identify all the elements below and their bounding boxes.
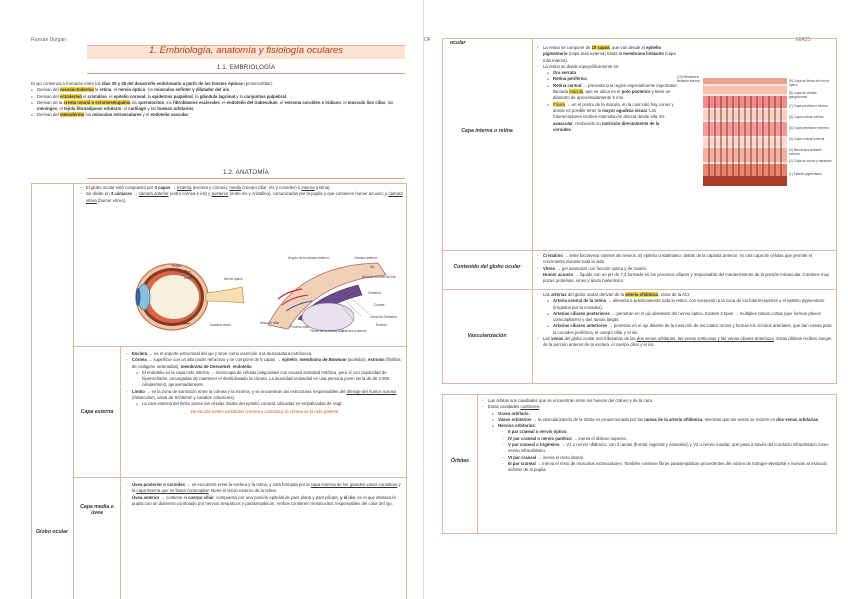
list-item [547, 311, 833, 324]
text-run: Derivan de la [37, 99, 64, 105]
text-run: III par craneal [508, 460, 536, 466]
anterior-chamber-figure [258, 255, 400, 337]
table-divider [532, 38, 533, 384]
text-run: → alimenta a prácticamente toda la retina, con excepción a la zona de los fotorreceptores y el epitelio pigmentario (irrigados por la coroides). [553, 298, 825, 310]
text-run: : [534, 423, 536, 429]
fig2-label: Iris [370, 265, 375, 269]
text-run: . [818, 416, 820, 422]
text-run: nutrición directamente de la coroides [553, 120, 660, 132]
fig2-label: Músculo esfínter del iris [362, 275, 396, 279]
fig1-label: Coroides [178, 270, 191, 274]
text-run: venas [551, 336, 564, 342]
text-run: → contiene el [159, 494, 189, 500]
text-run: (retina). [314, 185, 331, 190]
text-run: → penetran en el ojo alrededor del nervio óptico. Existen 2 tipos → múltiples ramas cortas (que forman plexos coriocapilares) y dos ramas largas. [553, 310, 821, 323]
text-run: , el [219, 99, 227, 105]
retina-fig-label: (3) Membrana limitante externa [789, 148, 822, 156]
table-divider [477, 394, 478, 534]
list-item [126, 495, 404, 508]
orbits-content [482, 398, 833, 474]
text-run: Vasos orbitarios [498, 416, 532, 422]
list-item [126, 389, 404, 402]
table-divider [73, 477, 407, 478]
text-run: músculos extraoculares [92, 112, 142, 118]
list-item [537, 272, 833, 285]
inner-layer-list [537, 45, 677, 70]
text-run: posterior [211, 191, 229, 197]
list-item [502, 461, 833, 474]
text-run: interna [301, 185, 315, 190]
text-run: endotelio [232, 363, 252, 369]
middle-layer-list [126, 482, 404, 507]
text-run: mayor agudeza visual [602, 107, 647, 113]
eye-section-figure [132, 257, 256, 334]
text-run: . [251, 363, 253, 369]
text-run: Las [543, 336, 552, 342]
text-run: glándula lagrimal [199, 93, 236, 99]
fig2-label: Cristalino [368, 291, 382, 295]
text-run: polo posterior [621, 89, 651, 95]
text-run: meninges [37, 106, 58, 112]
text-run: Humor acuoso [543, 271, 574, 277]
section-embryology-title: 1.1. EMBRIOLOGÍA [216, 64, 276, 71]
text-run: , la [192, 93, 200, 99]
list-item [136, 401, 404, 407]
text-run: Se divide en [86, 191, 111, 197]
retina-fig-label: (8) Capa de células ganglionares [789, 91, 817, 99]
contents-list [537, 253, 833, 284]
text-run: V par craneal o trigémino [508, 442, 560, 448]
text-run: estroma [367, 357, 385, 363]
outer-layer-list-2 [126, 389, 404, 402]
text-run: → es el soporte estructural del ojo y sirve como inserción a la musculatura extrínseca. [147, 351, 313, 356]
row-label-continued: ocular [450, 40, 466, 46]
row-label-outer-layer: Capa externa [80, 409, 114, 415]
text-run: dos venas orbitarias [776, 416, 819, 422]
text-run: epitelio pigmentario [543, 45, 662, 57]
fig2-label: Cámara posterior [342, 329, 367, 333]
text-run: → penetran en el ojo delante de la inserción de los cuatro rectos y forman los círculos arteriales, que dan ramas para la coroides periférica, el cuerpo ciliar y el iris. [553, 323, 832, 335]
text-run: IV par craneal o nervio patético [508, 435, 572, 441]
text-run: . [229, 87, 231, 93]
text-run: , [297, 357, 300, 363]
text-run: Arterias ciliares posteriores [553, 310, 610, 316]
table-divider [73, 346, 407, 347]
text-run: , el [121, 106, 129, 112]
text-run: La retina se compone de [543, 45, 592, 50]
globe-intro-list [80, 185, 403, 204]
retina-fig-label: (5) Capa plexiforme externa [789, 126, 829, 130]
text-run: → lente biconvexa carente de nervios. El epitelio cristaliniano, detrás de la cápsula anterior, es una capa de células que permite el crecimiento durante toda la vida. [543, 253, 812, 265]
text-run: mácula [569, 89, 584, 95]
globe-intro [80, 185, 403, 204]
text-run: , en el que destaca la pupila con un diámetro controlado por nervios simpáticos y parasimpáticos. Ambos contienen melanocitos responsables del color del ojo. [132, 494, 396, 506]
list-item [31, 112, 407, 118]
vascular-content [537, 292, 833, 349]
text-run: cámara vítrea [86, 191, 403, 203]
list-item [537, 336, 833, 349]
retina-fig-label: (10) Membrana limitante interna [677, 75, 700, 83]
text-run: epitelio corneal [113, 93, 146, 99]
text-run: nervio óptico [118, 87, 146, 93]
text-run: Córnea [132, 357, 147, 363]
table-divider [120, 346, 121, 599]
text-run: Limbo [132, 388, 145, 394]
text-run: endotelio vascular [150, 112, 189, 118]
text-run: VI par craneal [508, 454, 537, 460]
text-run: la [93, 87, 100, 93]
text-run: El endotelio es la capa más interna → monocapa de células poligonales con escasa actividad mitótica, pero sí con capacidad de hipertrofiarse, encargadas de mantener el deshidratado la córnea. La densidad endotelial en una persona joven sería de de 3.500 células/mm2, aproximadamente. [142, 369, 390, 388]
text-run: cartílago [128, 106, 147, 112]
text-run: La retina se divide topográficamente en: [543, 63, 620, 69]
text-run: cristalino [87, 93, 107, 99]
fig1-label: Retina [172, 264, 182, 268]
orbits-list [482, 398, 833, 411]
text-run: . [570, 126, 573, 132]
text-run: Úvea posterior o coroides [132, 482, 186, 487]
contents-content [537, 253, 833, 284]
text-run: , el [111, 87, 119, 93]
text-run: , la [145, 93, 153, 99]
fig2-label: Fibras de la zónula ciliar [310, 329, 345, 333]
text-run: Derivan del [37, 87, 60, 93]
text-run: . [575, 70, 578, 76]
retina-layers-figure [677, 76, 833, 188]
text-run: . Estas últimas reciben sangre de la porción anterior de la esclera, el cuerpo ciliar y el iris. [543, 336, 832, 348]
text-run: 3 cámaras [110, 191, 132, 197]
embryology-text [31, 81, 407, 119]
text-run: , las [385, 99, 394, 105]
text-run: , el [277, 99, 285, 105]
text-run: → en el centro de la mácula, en la cual sólo hay conos y donde es posible tener la [553, 101, 674, 113]
list-item [136, 370, 404, 389]
text-run: , rama de la ACI: [658, 292, 691, 297]
text-run: → líquido con un pH de 7,2 formado en los procesos ciliares y responsable del mantenimiento de la presión intraocular. Contiene muy pocas proteínas, iones y ácido hialurónico. [543, 271, 830, 284]
fig2-label: Córnea [374, 303, 385, 307]
text-run: , el [340, 99, 348, 105]
text-run: cuerpo ciliar [188, 494, 214, 500]
text-run: Vítreo [543, 265, 556, 271]
text-run: , [230, 363, 233, 369]
text-run: media [229, 185, 242, 190]
text-run: (acelular), [346, 357, 368, 363]
row-label-contents: Contenido del globo ocular [453, 264, 521, 270]
text-run: contienen [520, 404, 540, 410]
text-run: del globo ocular derivan de la [566, 292, 626, 297]
text-run: . Los fotorreceptores reciben estimulación directa desde ella. Es [553, 107, 665, 120]
text-run: y el [141, 112, 151, 118]
fig2-label: Canal de Schlemm [370, 315, 397, 319]
header-page-mark: OF [424, 37, 431, 43]
page-right [424, 0, 848, 599]
retina-fig-label: (4) Capa nuclear externa [789, 137, 825, 141]
text-run: → inerva el oblicuo superior. [571, 435, 628, 441]
header-author: Ruesan Durgan [31, 37, 67, 43]
text-run: → es la zona de transición entre la córnea y la esclera, y se encuentran las estructuras responsables del [144, 388, 347, 394]
fig2-label: Proceso ciliar [290, 325, 310, 329]
text-run: arteria oftálmica [625, 292, 659, 297]
text-run: membrana de Descemet [180, 363, 231, 369]
text-run: La cara externa del limbo posee las células madre del epitelio corneal, ubicadas en empalizadas de Vogt. [142, 401, 343, 407]
text-run: (fibrillas de colágeno ordenadas), [132, 357, 401, 369]
fig1-label: Esclera [184, 276, 195, 280]
text-run: ramas de la arteria oftálmica [644, 416, 703, 422]
retina-fig-label: (2) Capa de conos y bastones [789, 159, 832, 163]
text-run: , los [145, 87, 155, 93]
text-run: , los [164, 99, 174, 105]
list-item [502, 442, 833, 455]
row-label-inner-layer: Capa interna o retina [461, 128, 513, 134]
text-run: : [539, 404, 541, 410]
vascular-sublist [537, 298, 833, 336]
text-run: , que se ubica en el [583, 89, 622, 95]
text-run: queratocitos [138, 99, 165, 105]
text-run: epitelio [282, 357, 298, 363]
fig2-label: Músculo ciliar [260, 321, 280, 325]
text-run: El ojo comienza a formarse entre los [31, 81, 102, 86]
row-label-globe: Globo ocular [36, 529, 68, 535]
text-run: , que van desde el [609, 45, 646, 50]
text-run: avascular [553, 120, 573, 126]
text-run: los [130, 99, 139, 105]
text-run: (cuerpo ciliar, iris y coroides) e [241, 185, 302, 190]
text-run: (capa más externa) hasta la [567, 51, 624, 57]
inner-layer-content [537, 45, 677, 133]
text-run: → superficie con un alto poder refractivo y se compone de 5 capas → [146, 357, 282, 363]
list-item [547, 83, 677, 102]
text-run: Ora serrata [553, 70, 576, 76]
text-run: . [188, 112, 190, 118]
text-run: el [81, 93, 88, 99]
text-run: → gel avascular con función óptica y de sostén. [555, 265, 648, 271]
text-run: Derivan del [37, 93, 60, 99]
text-run: → inerva el recto lateral. [536, 454, 584, 460]
fig2-label: Cámara anterior [354, 256, 378, 260]
text-run: y los [146, 106, 158, 112]
text-run: arterias [551, 292, 567, 297]
text-run: . [586, 76, 588, 82]
text-run: cámara anterior [138, 191, 169, 197]
inner-layer-sublist [537, 70, 677, 133]
list-item [547, 298, 833, 311]
text-run: y la [235, 93, 245, 99]
text-run: Esclera [132, 351, 148, 356]
outer-layer-content [126, 351, 404, 415]
text-run: y el iris [340, 494, 355, 500]
row-label-orbits: Órbitas [450, 458, 470, 464]
text-run: Estas cavidades [488, 404, 521, 410]
row-label-vascular: Vascularización [467, 333, 507, 339]
middle-layer-content [126, 482, 404, 507]
retina-fig-label: (1) Epitelio pigmentario [789, 172, 822, 176]
text-run: → se encuentra entre la esclera y la retina, y está formada por la [185, 482, 311, 487]
text-run: . [193, 106, 195, 112]
outer-layer-note: De las dos lentes existentes (córnea y cristalino), la córnea es la más potente. [190, 408, 340, 414]
text-run: fibroblastos esclerales [173, 99, 220, 105]
text-run: tejido fibroadiposo orbitario [64, 106, 122, 112]
retina-fig-label: (7) Capa plexiforme interna [789, 104, 828, 108]
section-divider [87, 178, 405, 179]
text-run: y la [132, 482, 401, 494]
text-run: retina [99, 87, 112, 93]
text-run: Fóvea [553, 101, 565, 107]
fig1-label: Nervio óptico [224, 277, 243, 281]
text-run: (prosencéfalo). [243, 81, 273, 86]
vascular-list-2 [537, 336, 833, 349]
text-run: → [131, 191, 139, 197]
text-run: días 25 y 28 del desarrollo embrionario a partir de las fosetas ópticas [101, 81, 244, 86]
list-item [126, 357, 404, 370]
text-run: endotelio del trabeculum [226, 99, 278, 105]
table-divider [73, 183, 74, 599]
text-run: Úvea anterior [132, 494, 160, 500]
eye-cross-section-illustration [132, 257, 256, 334]
text-run: Nervios orbitarios [498, 423, 535, 429]
text-run: → inerva el resto de músculos extraoculares. También contiene fibras parasimpáticas procedentes del núcleo de Edinger-Westphal e inervan al músculo esfínter de la pupila. [508, 460, 827, 473]
text-run: dos venas orbitarias, las venas vorticosas y las venas ciliares anteriores [636, 336, 774, 342]
text-run: drenaje del humor acuoso [346, 388, 397, 394]
outer-layer-sublist-2 [126, 401, 404, 407]
text-run: (esclera y córnea), [191, 185, 230, 190]
text-run: . [528, 410, 530, 416]
list-item [547, 323, 833, 336]
text-run: mesodermo [59, 112, 85, 118]
text-run: del globo ocular son tributarias de las [563, 336, 637, 342]
text-run: Grasa orbitaria [498, 410, 529, 416]
text-run: → la vascularización de la órbita es proporcionada por las [531, 416, 645, 422]
fig2-label: Ángulo de la cámara anterior [288, 256, 329, 260]
text-run: Retina periférica [553, 76, 587, 82]
fig1-label: Cavidad vítrea [210, 323, 231, 327]
list-item [31, 100, 407, 113]
text-run: membrana limitante [623, 51, 664, 57]
text-run: Arteria central de la retina [553, 298, 607, 304]
list-item [537, 253, 833, 266]
text-run: , mientras que las venas se reúnen en [702, 416, 777, 422]
text-run: externa [177, 185, 192, 190]
text-run: neuroectodermo [59, 87, 94, 93]
row-label-middle-layer: Capa media o úvea [80, 504, 114, 516]
list-item [537, 45, 677, 64]
text-run: epidermis palpebral [152, 93, 193, 99]
text-run: (entre córnea e iris) y [168, 191, 212, 197]
table-divider [442, 250, 837, 251]
header-right-mark: MIR25 [796, 37, 811, 43]
fig2-label: Esclera [376, 323, 387, 327]
text-run: Arterias ciliares anteriores [553, 323, 608, 329]
text-run: , recibiendo su [572, 120, 602, 126]
text-run: cresta neural o ectomesénquima [63, 99, 131, 105]
text-run: conjuntiva palpebral [244, 93, 286, 99]
text-run: → V1 o nervio oftálmico, con 3 ramas (frontal, lagrimal y nasociliar) y V2 o nervio maxilar, que pasa a través del conducto infraorbitario como nervio infraorbitario. [508, 442, 829, 454]
chapter-title: 1. Embriología, anatomía y fisiología oculares [148, 45, 344, 56]
text-run: El globo ocular está compuesto por [86, 185, 155, 190]
text-run: músculos esfínter y dilatador del iris [154, 87, 230, 93]
text-run: → presenta una región especialmente importante llamada [553, 82, 677, 95]
text-run: huesos orbitarios [157, 106, 194, 112]
text-run: . Nutre el tercio externo de la retina. [208, 488, 277, 494]
list-item [126, 482, 404, 495]
orbits-sublist [482, 411, 833, 430]
embryology-list [31, 87, 407, 118]
text-run: membrana de Bowman [299, 357, 347, 363]
text-run: Cristalino [543, 253, 563, 258]
section-divider [87, 73, 405, 74]
text-run: , el [106, 93, 114, 99]
text-run: (entre iris y cristalino), comunicadas por la pupila y que contienen humor acuoso; y [228, 191, 389, 197]
text-run: estroma coroideo e iridiano [284, 99, 341, 105]
list-item [80, 191, 403, 204]
text-run: , el [57, 106, 64, 112]
outer-layer-sublist [126, 370, 404, 389]
text-run: . [566, 429, 568, 435]
text-run: . [285, 93, 288, 99]
list-item [547, 102, 677, 133]
text-run: (trabeculum, canal de Schlemm y canales colectores). [132, 395, 236, 401]
text-run: los [84, 112, 93, 118]
text-run: , compuesto por una porción epitelial de pars plana y pars plicata, [213, 494, 341, 500]
section-anatomy-title: 1.2. ANATOMÍA [222, 169, 270, 176]
text-run: Las órbitas son cavidades que se encuentran entre los huesos del cráneo y de la cara. [488, 398, 654, 403]
text-run: y tiene un diámetro de aproximadamente 5 mm. [553, 89, 671, 101]
text-run: → [170, 185, 178, 190]
text-run: Retina central [553, 82, 582, 88]
orbits-nerves-list [482, 429, 833, 473]
text-run: Las [543, 292, 552, 297]
text-run: 3 capas [154, 185, 171, 190]
table-divider [442, 289, 837, 290]
text-run: 10 capas [591, 45, 610, 50]
text-run: (humor vítreo). [96, 197, 127, 203]
text-run: (capa más interna). [543, 51, 676, 63]
text-run: capa externa de los grandes vasos coroideos [310, 482, 398, 487]
retina-fig-label: (9) Capa de fibras del nervio óptico [789, 79, 830, 87]
outer-layer-list [126, 351, 404, 370]
text-run: músculo liso ciliar [347, 99, 386, 105]
text-run: Derivan del [37, 112, 60, 118]
text-run: ectodermo [59, 93, 82, 99]
text-run: capa interna que se llama coriocapilar [136, 488, 209, 494]
retina-fig-label: (6) Capa nuclear interna [789, 115, 824, 119]
text-run: II par craneal o nervio óptico [508, 429, 567, 435]
